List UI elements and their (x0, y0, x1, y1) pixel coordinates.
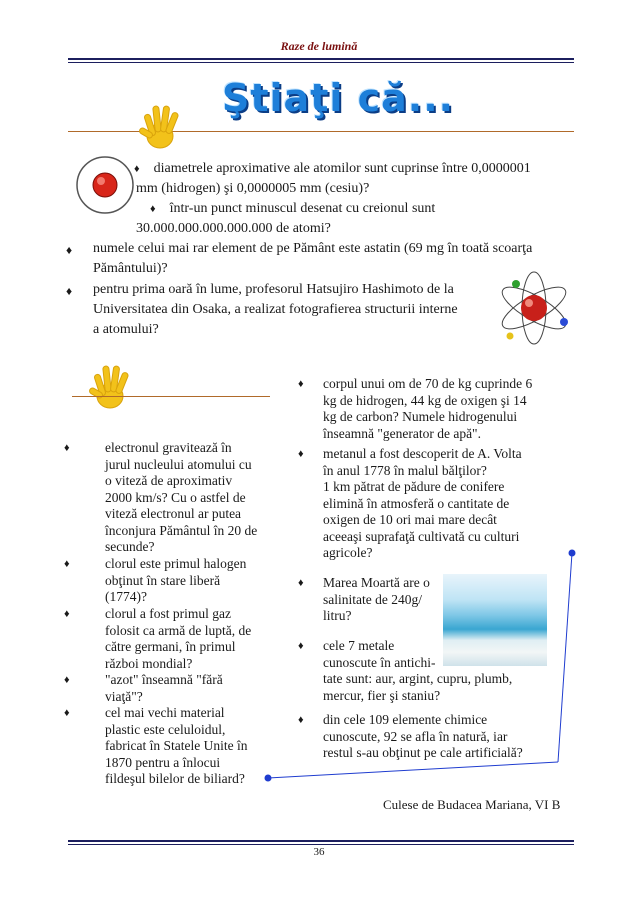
bullet-icon: ♦ (64, 558, 70, 570)
page-title: Ştiaţi că... (222, 76, 455, 120)
fact-line: mm (hidrogen) şi 0,0000005 mm (cesiu)? (136, 181, 370, 196)
bullet-icon: ♦ (298, 640, 304, 652)
fact-item: cel mai vechi material plastic este celuloidul, fabricat în Statele Unite în 1870 pentru a înlocui fildeşul bilelor de biliard? (105, 705, 248, 786)
fact-item: clorul este primul halogen obţinut în stare liberă (1774)? (105, 556, 247, 604)
footer-rule-thin (68, 844, 574, 845)
fact-line: a atomului? (93, 322, 159, 337)
bullet-icon: ♦ (64, 608, 70, 620)
fact-item: Marea Moartă are o salinitate de 240g/ litru? (323, 575, 430, 623)
fact-item: electronul gravitează în jurul nucleului atomului cu o viteză de aproximativ 2000 km/s? Cu o astfel de viteză electronul ar putea înconjura Pământul în 20 de secunde? (105, 440, 258, 554)
fact-line: 30.000.000.000.000.000 de atomi? (136, 221, 331, 236)
fact-item: cele 7 metale cunoscute în antichi- tate sunt: aur, argint, cupru, plumb, mercur, fier şi staniu? (323, 638, 513, 703)
bullet-icon: ♦ (298, 714, 304, 726)
fact-item: din cele 109 elemente chimice cunoscute, 92 se afla în natură, iar restul s-au obţinut pe cale artificială? (323, 712, 523, 760)
page-number: 36 (313, 846, 325, 858)
fact-item: clorul a fost primul gaz folosit ca armă de luptă, de către germani, în primul război mondial? (105, 606, 252, 671)
bullet-icon: ♦ (134, 163, 140, 175)
bullet-icon: ♦ (64, 442, 70, 454)
bullet-icon: ♦ (64, 674, 70, 686)
bullet-icon: ♦ (298, 378, 304, 390)
fact-line: numele celui mai rar element de pe Pământ este astatin (69 mg în toată scoarţa (93, 241, 533, 256)
bullet-icon: ♦ (298, 448, 304, 460)
fact-line: Universitatea din Osaka, a realizat fotografierea structurii interne (93, 302, 458, 317)
fact-line: Pământului)? (93, 261, 168, 276)
running-header: Raze de lumină (280, 39, 358, 53)
footer-rule (68, 840, 574, 842)
bullet-icon: ♦ (66, 284, 73, 298)
credit-line: Culese de Budacea Mariana, VI B (383, 797, 561, 812)
bullet-icon: ♦ (150, 203, 156, 215)
fact-line: pentru prima oară în lume, profesorul Hatsujiro Hashimoto de la (93, 282, 454, 297)
fact-item: corpul unui om de 70 de kg cuprinde 6 kg de hidrogen, 44 kg de oxigen şi 14 kg de carbon? Numele hidrogenului înseamnă "generator de apă". (323, 376, 533, 441)
fact-item: ♦ diametrele aproximative ale atomilor sunt cuprinse între 0,0000001 (134, 161, 531, 176)
fact-item: metanul a fost descoperit de A. Volta în anul 1778 în malul bălţilor? 1 km pătrat de pădure de conifere elimină în atmosferă o cantitate de oxigen de 10 ori mai mare decât aceeaşi suprafaţă cultivată cu culturi agricole? (323, 446, 522, 560)
fact-item: ♦ într-un punct minuscul desenat cu creionul sunt (150, 201, 436, 216)
bullet-icon: ♦ (64, 707, 70, 719)
fact-item: "azot" înseamnă "fără viaţă"? (105, 672, 223, 704)
bullet-icon: ♦ (66, 243, 73, 257)
bullet-icon: ♦ (298, 577, 304, 589)
